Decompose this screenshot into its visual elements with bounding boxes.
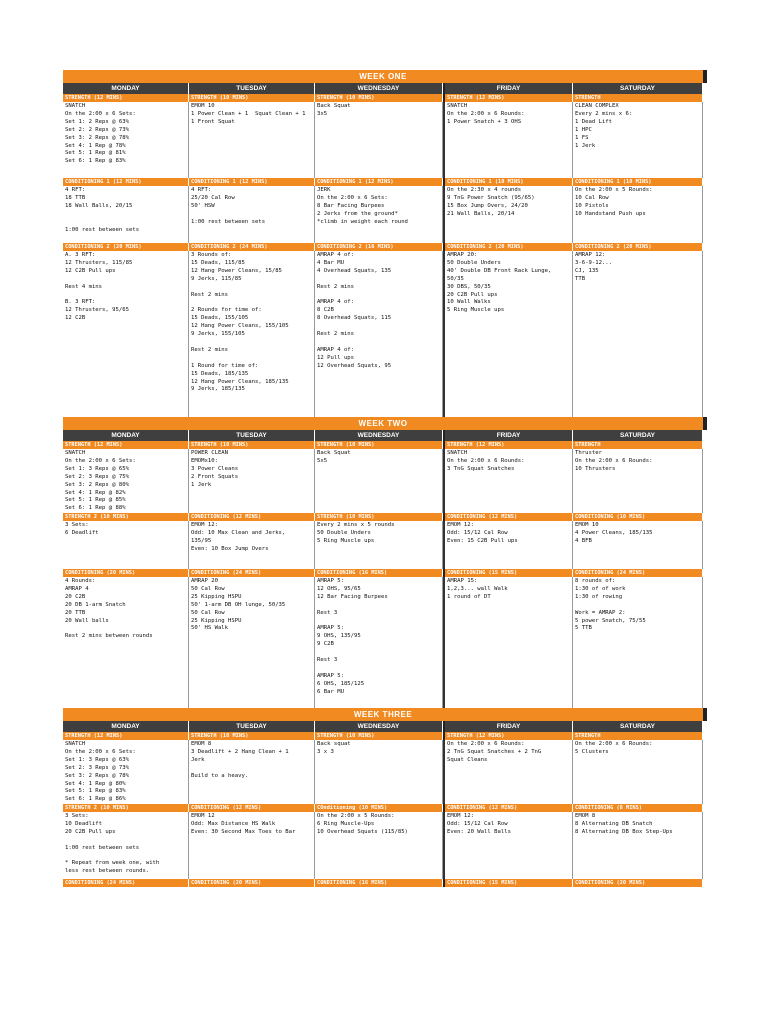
section-header: CONDITIONING 2 (20 MINS) <box>443 243 573 251</box>
section-header: STRENGTH <box>573 732 703 740</box>
section-header: CONDITIONING (8 MINS) <box>573 804 703 812</box>
day-header-friday: FRIDAY <box>443 721 573 732</box>
workout-cell: EMOM 8 8 Alternating DB Snatch 8 Alternating DB Box Step-Ups <box>573 812 703 879</box>
section-header: CONDITIONING (20 MINS) <box>63 569 189 577</box>
day-header-tuesday: TUESDAY <box>189 430 315 441</box>
workout-cell: AMRAP 20: 50 Double Unders 40' Double DB Front Rack Lunge, 50/35 30 DBS, 50/35 20 C2B Pull ups 10 Wall Walks 5 Ring Muscle ups <box>443 251 573 417</box>
section-header: STRENGTH 2 (10 MINS) <box>63 804 189 812</box>
day-header-wednesday: WEDNESDAY <box>315 430 443 441</box>
section-header: CONDITIONING (15 MINS) <box>443 569 573 577</box>
section-header: CONDITIONING (12 MINS) <box>443 513 573 521</box>
week-block <box>63 70 703 417</box>
section-header: CONDITIONING (20 MINS) <box>573 879 703 887</box>
workout-row <box>63 521 703 569</box>
workout-row <box>63 186 703 243</box>
section-header-row <box>63 569 703 577</box>
section-header: STRENGTH (10 MINS) <box>315 94 443 102</box>
workout-cell: 3 Rounds of: 15 Deads, 115/85 12 Hang Power Cleans, 15/85 9 Jerks, 115/85 Rest 2 mins 2 Rounds for time of: 15 Deads, 155/105 12 Hang Power Cleans, 155/105 9 Jerks, 155/105 Rest 2 mins 1 Round for time of: 15 Deads, 185/135 12 Hang Power Cleans, 185/135 9 Jerks, 185/135 <box>189 251 315 417</box>
workout-cell: AMRAP 5: 12 OHS, 95/65 12 Bar Facing Burpees Rest 3 AMRAP 5: 9 OHS, 135/95 9 C2B Rest 3 AMRAP 5: 6 OHS, 185/125 6 Bar MU <box>315 577 443 708</box>
workout-row <box>63 251 703 417</box>
section-header-row <box>63 732 703 740</box>
workout-cell: SNATCH On the 2:00 x 6 Sets: Set 1: 2 Reps @ 63% Set 2: 2 Reps @ 73% Set 3: 2 Reps @ 78% Set 4: 1 Rep @ 78% Set 5: 1 Rep @ 81% Set 6: 1 Rep @ 83% <box>63 102 189 178</box>
section-header: STRENGTH (12 MINS) <box>63 94 189 102</box>
workout-cell: Thruster On the 2:00 x 6 Rounds: 10 Thrusters <box>573 449 703 513</box>
section-header-row <box>63 441 703 449</box>
section-header: STRENGTH (10 MINS) <box>189 94 315 102</box>
workout-cell: EMOM 10 1 Power Clean + 1 Squat Clean + 1 1 Front Squat <box>189 102 315 178</box>
workout-cell: EMOM 12: Odd: 15/12 Cal Row Even: 20 Wall Balls <box>443 812 573 879</box>
section-header: STRENGTH <box>573 441 703 449</box>
workout-row <box>63 449 703 513</box>
section-header: CONDITIONING (15 MINS) <box>443 879 573 887</box>
section-header: STRENGTH (10 MINS) <box>189 441 315 449</box>
section-header: STRENGTH (12 MINS) <box>443 732 573 740</box>
workout-row <box>63 812 703 879</box>
training-program-sheet <box>63 70 703 887</box>
day-header-wednesday: WEDNESDAY <box>315 83 443 94</box>
workout-row <box>63 102 703 178</box>
day-header-friday: FRIDAY <box>443 83 573 94</box>
section-header: STRENGTH (10 MINS) <box>189 732 315 740</box>
workout-cell: AMRAP 12: 3-6-9-12... CJ, 135 TTB <box>573 251 703 417</box>
workout-cell: 4 RFT: 18 TTB 18 Wall Balls, 20/15 1:00 rest between sets <box>63 186 189 243</box>
week-title: WEEK THREE <box>63 708 703 721</box>
workout-cell: Back Squat 5x5 <box>315 449 443 513</box>
day-header-row <box>63 721 703 732</box>
day-header-monday: MONDAY <box>63 430 189 441</box>
workout-row <box>63 740 703 804</box>
section-header: CONDITIONING (24 MINS) <box>573 569 703 577</box>
week-title: WEEK ONE <box>63 70 703 83</box>
workout-cell: On the 2:30 x 4 rounds 9 TnG Power Snatch (95/65) 15 Box Jump Overs, 24/20 21 Wall Balls, 20/14 <box>443 186 573 243</box>
workout-cell: On the 2:00 x 6 Rounds: 2 TnG Squat Snatches + 2 TnG Squat Cleans <box>443 740 573 804</box>
week-block <box>63 708 703 887</box>
workout-cell: 3 Sets: 6 Deadlift <box>63 521 189 569</box>
section-header: CONDITIONING (10 MINS) <box>573 513 703 521</box>
day-header-saturday: SATURDAY <box>573 721 703 732</box>
day-header-friday: FRIDAY <box>443 430 573 441</box>
day-header-tuesday: TUESDAY <box>189 721 315 732</box>
workout-cell: Back Squat 3x5 <box>315 102 443 178</box>
workout-cell: AMRAP 15: 1,2,3... wall Walk 1 round of DT <box>443 577 573 708</box>
day-header-row <box>63 83 703 94</box>
section-header: CONDITIONING (12 MINS) <box>189 513 315 521</box>
section-header: STRENGTH (10 MINS) <box>315 732 443 740</box>
section-header: STRENGTH (12 MINS) <box>443 94 573 102</box>
section-header-row <box>63 879 703 887</box>
section-header: CONDITIONING (20 MINS) <box>189 879 315 887</box>
section-header: STRENGTH 2 (10 MINS) <box>63 513 189 521</box>
workout-cell: On the 2:00 x 6 Rounds: 5 Clusters <box>573 740 703 804</box>
workout-cell: AMRAP 4 of: 4 Bar MU 4 Overhead Squats, 135 Rest 2 mins AMRAP 4 of: 8 C2B 8 Overhead Squats, 115 Rest 2 mins AMRAP 4 of: 12 Pull ups 12 Overhead Squats, 95 <box>315 251 443 417</box>
workout-cell: On the 2:00 x 5 Rounds: 6 Ring Muscle-Ups 10 Overhead Squats (115/85) <box>315 812 443 879</box>
workout-cell: 8 rounds of: 1:30 of of work 1:30 of rowing Work = AMRAP 2: 5 power Snatch, 75/55 5 TTB <box>573 577 703 708</box>
section-header-row <box>63 178 703 186</box>
section-header: STRENGTH (10 MINS) <box>315 441 443 449</box>
day-header-tuesday: TUESDAY <box>189 83 315 94</box>
section-header: STRENGTH (12 MINS) <box>443 441 573 449</box>
workout-cell: A. 3 RFT: 12 Thrusters, 115/85 12 C2B Pull ups Rest 4 mins B. 3 RFT: 12 Thrusters, 95/65 12 C2B <box>63 251 189 417</box>
week-block <box>63 417 703 708</box>
day-header-saturday: SATURDAY <box>573 83 703 94</box>
workout-cell: EMOM 12 Odd: Max Distance HS Walk Even: 30 Second Max Toes to Bar <box>189 812 315 879</box>
section-header: STRENGTH (12 MINS) <box>63 441 189 449</box>
section-header: CONDITIONING 2 (20 MINS) <box>573 243 703 251</box>
section-header-row <box>63 804 703 812</box>
section-header: STRENGTH <box>573 94 703 102</box>
section-header: CONDITIONING 1 (12 MINS) <box>189 178 315 186</box>
section-header: CONDITIONING (24 MINS) <box>63 879 189 887</box>
workout-cell: Every 2 mins x 5 rounds 50 Double Unders 5 Ring Muscle ups <box>315 521 443 569</box>
workout-cell: 3 Sets: 10 Deadlift 20 C2B Pull ups 1:00 rest between sets * Repeat from week one, with less rest between rounds. <box>63 812 189 879</box>
workout-cell: CLEAN COMPLEX Every 2 mins x 6: 1 Dead Lift 1 HPC 1 FS 1 Jerk <box>573 102 703 178</box>
section-header: CONDITIONING (16 MINS) <box>315 569 443 577</box>
workout-cell: On the 2:00 x 5 Rounds: 10 Cal Row 10 Pistols 10 Handstand Push ups <box>573 186 703 243</box>
section-header-row <box>63 243 703 251</box>
section-header: STRENGTH (10 MINS) <box>315 513 443 521</box>
section-header: CONDITIONING 1 (12 MINS) <box>315 178 443 186</box>
day-header-saturday: SATURDAY <box>573 430 703 441</box>
section-header: CONDITIONING 1 (12 MINS) <box>63 178 189 186</box>
workout-cell: EMOM 10 4 Power Cleans, 185/135 4 BFB <box>573 521 703 569</box>
week-title: WEEK TWO <box>63 417 703 430</box>
section-header: CONDITIONING 1 (10 MINS) <box>443 178 573 186</box>
section-header: STRENGTH (12 MINS) <box>63 732 189 740</box>
section-header: CONDITIONING 2 (24 MINS) <box>189 243 315 251</box>
workout-cell: EMOM 8 3 Deadlift + 2 Hang Clean + 1 Jerk Build to a heavy. <box>189 740 315 804</box>
workout-cell: 4 RFT: 25/20 Cal Row 50' HSW 1:00 rest between sets <box>189 186 315 243</box>
workout-cell: Back squat 3 x 3 <box>315 740 443 804</box>
workout-cell: SNATCH On the 2:00 x 6 Rounds: 3 TnG Squat Snatches <box>443 449 573 513</box>
workout-cell: POWER CLEAN EMOMx10: 3 Power Cleans 2 Front Squats 1 Jerk <box>189 449 315 513</box>
workout-cell: 4 Rounds: AMRAP 4 20 C2B 20 DB 1-arm Snatch 20 TTB 20 Wall balls Rest 2 mins between rounds <box>63 577 189 708</box>
day-header-monday: MONDAY <box>63 83 189 94</box>
day-header-wednesday: WEDNESDAY <box>315 721 443 732</box>
section-header: COnditioning (10 MINS) <box>315 804 443 812</box>
section-header: CONDITIONING (12 MINS) <box>189 804 315 812</box>
workout-cell: SNATCH On the 2:00 x 6 Rounds: 1 Power Snatch + 3 OHS <box>443 102 573 178</box>
workout-row <box>63 577 703 708</box>
section-header: CONDITIONING 2 (20 MINS) <box>63 243 189 251</box>
day-header-monday: MONDAY <box>63 721 189 732</box>
day-header-row <box>63 430 703 441</box>
section-header: CONDITIONING 2 (16 MINS) <box>315 243 443 251</box>
section-header-row <box>63 94 703 102</box>
workout-cell: SNATCH On the 2:00 x 6 Sets: Set 1: 3 Reps @ 65% Set 2: 3 Reps @ 75% Set 3: 2 Reps @ 80% Set 4: 1 Rep @ 82% Set 5: 1 Rep @ 85% Set 6: 1 Rep @ 88% <box>63 449 189 513</box>
section-header: CONDITIONING 1 (10 MINS) <box>573 178 703 186</box>
workout-cell: EMOM 12: Odd: 10 Max Clean and Jerks, 135/95 Even: 10 Box Jump Overs <box>189 521 315 569</box>
workout-cell: AMRAP 20 50 Cal Row 25 Kipping HSPU 50' 1-arm DB OH lunge, 50/35 50 Cal Row 25 Kipping HSPU 50' HS Walk <box>189 577 315 708</box>
workout-cell: EMOM 12: Odd: 15/12 Cal Row Even: 15 C2B Pull ups <box>443 521 573 569</box>
section-header: CONDITIONING (16 MINS) <box>315 879 443 887</box>
section-header-row <box>63 513 703 521</box>
section-header: CONDITIONING (12 MINS) <box>443 804 573 812</box>
workout-cell: SNATCH On the 2:00 x 6 Sets: Set 1: 3 Reps @ 63% Set 2: 3 Reps @ 73% Set 3: 2 Reps @ 78% Set 4: 1 Rep @ 80% Set 5: 1 Rep @ 83% Set 6: 1 Rep @ 86% <box>63 740 189 804</box>
section-header: CONDITIONING (24 MINS) <box>189 569 315 577</box>
workout-cell: JERK On the 2:00 x 6 Sets: 8 Bar Facing Burpees 2 Jerks from the ground* *climb in weight each round <box>315 186 443 243</box>
